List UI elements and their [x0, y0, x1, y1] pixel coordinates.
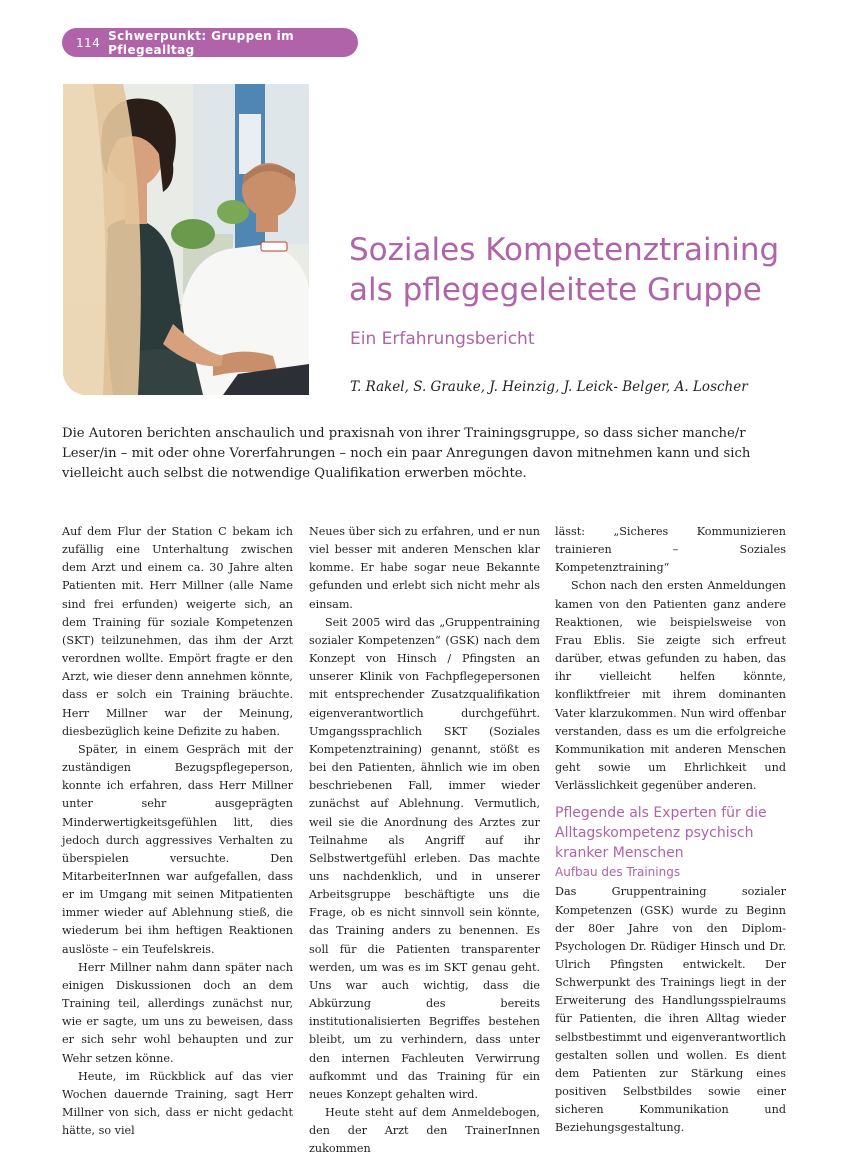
article-title: Soziales Kompetenztraining als pflegegeleitete Gruppe — [349, 232, 780, 308]
paragraph: Das Gruppentraining sozialer Kompetenzen (GSK) wurde zu Beginn der 80er Jahre von den Diplom-Psychologen Dr. Rüdiger Hinsch und Dr. Ulrich Pfingsten entwickelt. Der Schwerpunkt des Trainings liegt in der Erweiterung des Handlungsspielraums für Patienten, die ihren Alltag wieder selbstbestimmt und eigenverantwortlich gestalten sollen und wollen. Es dient dem Patienten zur Stärkung eines positiven Selbstbildes sowie einer sicheren Kommunikation und Beziehungsgestaltung. — [555, 885, 786, 1135]
section-title: Schwerpunkt: Gruppen im Pflegealltag — [108, 28, 295, 57]
running-header — [62, 28, 358, 57]
paragraph: Später, in einem Gespräch mit der zuständigen Bezugspflegeperson, konnte ich erfahren, dass Herr Millner unter sehr ausgeprägten Minderwertigkeitsgefühlen litt, dies jedoch durch aggressives Verhalten zu überspielen versuchte. Den MitarbeiterInnen war aufgefallen, dass er im Umgang mit seinen Mitpatienten immer wieder auf Ablehnung stieß, die wiederum bei ihm heftigen Reaktionen auslöste – ein Teufelskreis. — [62, 742, 293, 956]
paragraph: Heute steht auf dem Anmeldebogen, den der Arzt den TrainerInnen zukommen — [309, 1106, 540, 1156]
paragraph: Heute, im Rückblick auf das vier Wochen dauernde Training, sagt Herr Millner von sich, dass er nicht gedacht hätte, so viel — [62, 1069, 293, 1138]
paragraph: lässt: „Sicheres Kommunizieren trainieren – Soziales Kompetenztraining“ — [555, 525, 786, 575]
paragraph: Schon nach den ersten Anmeldungen kamen von den Patienten ganz andere Reaktionen, wie beispielsweise von Frau Eblis. Sie zeigte sich erfreut darüber, etwas gefunden zu haben, das ihr vielleicht helfen könnte, konfliktfreier mit ihrem dominanten Vater klarzukommen. Nun wird offenbar verstanden, dass es um die erfolgreiche Kommunikation mit anderen Menschen geht sowie um Ehrlichkeit und Verlässlichkeit gegenüber anderen. — [555, 579, 786, 793]
paragraph: Auf dem Flur der Station C bekam ich zufällig eine Unterhaltung zwischen dem Arzt und einem ca. 30 Jahre alten Patienten mit. Herr Millner (alle Name sind frei erfunden) weigerte sich, an dem Training für soziale Kompetenzen (SKT) teilzunehmen, das ihm der Arzt verordnen wollte. Empört fragte er den Arzt, wie dieser denn annehmen könnte, dass er solch ein Training bräuchte. Herr Millner war der Meinung, diesbezüglich keine Defizite zu haben. — [62, 525, 293, 738]
paragraph: Herr Millner nahm dann später nach einigen Diskussionen doch an dem Training teil, allerdings zunächst nur, wie er sagte, um uns zu beweisen, dass er sich sehr wohl behaupten und zur Wehr setzen könne. — [62, 960, 293, 1065]
paragraph: Seit 2005 wird das „Gruppentraining sozialer Kompetenzen“ (GSK) nach dem Konzept von Hinsch / Pfingsten an unserer Klinik von Fachpflegepersonen mit entsprechender Zusatzqualifikation eigenverantwortlich durchgeführt. Umgangssprachlich SKT (Soziales Kompetenztraining) genannt, stößt es bei den Patienten, ähnlich wie im oben beschriebenen Fall, immer wieder zunächst auf Ablehnung. Vermutlich, weil sie die Anordnung des Arztes zur Teilnahme als Angriff auf ihr Selbstwertgefühl erleben. Das machte uns nachdenklich, und in unserer Arbeitsgruppe beschäftigte uns die Frage, ob es nicht sinnvoll sein könnte, das Training anders zu benennen. Es soll für die Patienten transparenter werden, um was es im SKT genau geht. Uns war auch wichtig, dass die Abkürzung des bereits institutionalisierten Begriffes bestehen bleibt, um zu verhindern, dass unter den internen Fachleuten Verwirrung aufkommt und das Training für ein neues Konzept gehalten wird. — [309, 615, 540, 1101]
body-column-2 — [309, 523, 540, 1158]
article-subtitle: Ein Erfahrungsbericht — [350, 329, 535, 349]
lead-paragraph: Die Autoren berichten anschaulich und praxisnah von ihrer Trainingsgruppe, so dass sicher manche/r Leser/in – mit oder ohne Vorerfahrungen – noch ein paar Anregungen davon mitnehmen kann und sich vielleicht auch selbst die notwendige Qualifikation erwerben möchte. — [62, 426, 751, 481]
page-number: 114 — [76, 35, 101, 50]
section-subheading: Aufbau des Trainings — [555, 865, 681, 880]
body-column-1 — [62, 523, 293, 1140]
author-list: T. Rakel, S. Grauke, J. Heinzig, J. Leick- Belger, A. Loscher — [350, 379, 748, 395]
paragraph: Neues über sich zu erfahren, und er nun viel besser mit anderen Menschen klar komme. Er habe sogar neue Bekannte gefunden und erlebt sich nicht mehr als einsam. — [309, 525, 540, 611]
body-column-3 — [555, 523, 786, 1138]
photo-illustration — [63, 84, 309, 395]
section-heading: Pflegende als Experten für die Alltagskompetenz psychisch kranker Menschen — [555, 805, 767, 862]
article-photo — [63, 84, 309, 395]
